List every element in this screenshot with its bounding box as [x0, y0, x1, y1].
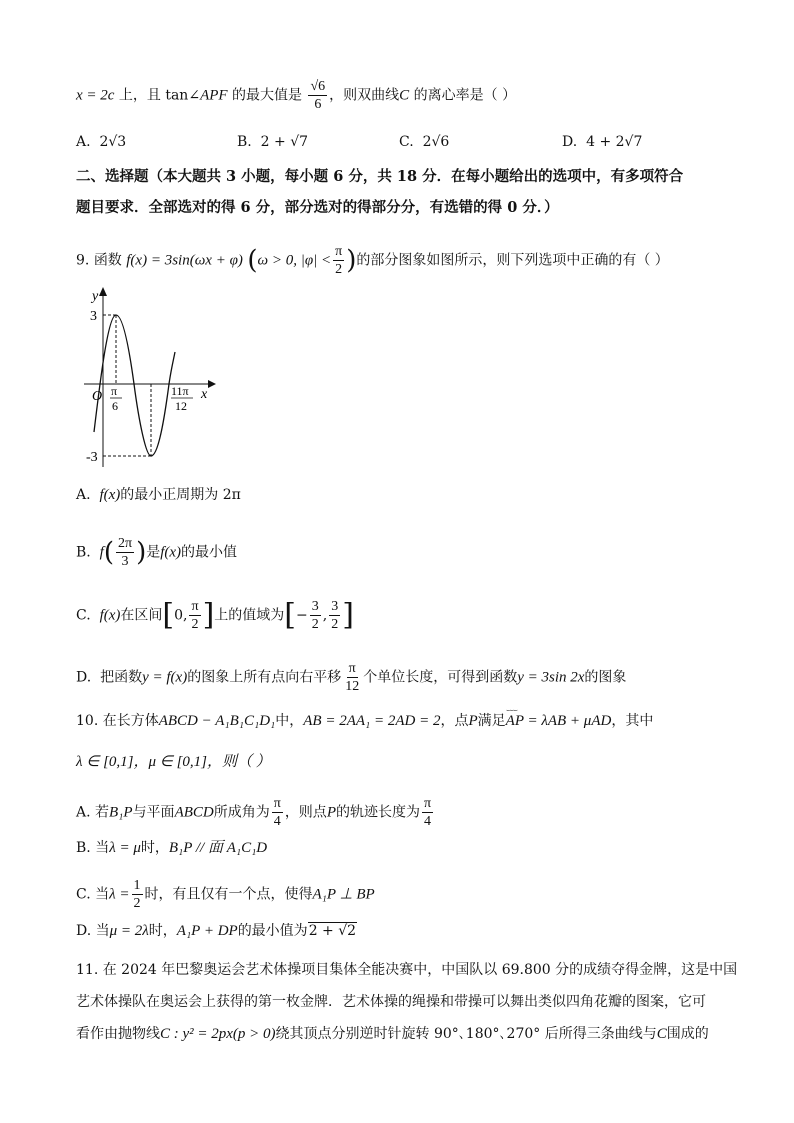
x-axis-arrow-icon	[208, 380, 216, 388]
tick2-den: 12	[175, 399, 187, 413]
section-heading-line1: 二、选择题（本大题共 3 小题，每小题 6 分，共 18 分．在每小题给出的选项中，有多项符合	[76, 168, 684, 185]
y-label: y	[92, 289, 99, 304]
sqrt-expression: 2 + √2	[308, 923, 357, 939]
q9-option-c[interactable]: C. f(x)在区间[0, $\frac{\pi}{2}$ ]上的值域为[− $\frac{3}{2}$ , $\frac{3}{2}$ ]	[76, 597, 354, 633]
q11-line1: 11. 在 2024 年巴黎奥运会艺术体操项目集体全能决赛中，中国队以 69.800 分的成绩夺得金牌，这是中国	[76, 962, 738, 978]
y-axis-arrow-icon	[99, 287, 107, 296]
q9-option-d[interactable]: D. 把函数y = f(x)的图象上所有点向右平移 $\frac{\pi}{12}$ 个单位长度，可得到函数y = 3sin 2x的图象	[76, 661, 627, 694]
option-c[interactable]: C. 2√6	[399, 134, 450, 150]
q10-option-c[interactable]: C. 当λ = $\frac{1}{2}$ 时，有且仅有一个点，使得A₁P ⊥ BP	[76, 878, 375, 911]
y-min-label: -3	[86, 450, 98, 465]
sine-curve	[94, 315, 175, 456]
q9-stem: 9. 函数 f(x) = 3sin(ωx + φ) (ω > 0, |φ| < $\frac{\pi}{2}$ )的部分图象如图所示，则下列选项中正确的有（ ）	[76, 244, 669, 277]
q10-stem-line2: λ ∈ [0,1]，μ ∈ [0,1]，则（ ）	[76, 754, 271, 770]
q8-stem-tail: x = 2c 上，且 tan∠APF 的最大值是 $\frac{√6}{6}$ ，则双曲线C 的离心率是（ ）	[76, 79, 517, 112]
option-b[interactable]: B. 2 + √7	[237, 134, 309, 150]
x-label: x	[201, 387, 208, 402]
q11-line3: 看作由抛物线C : y² = 2px(p > 0)绕其顶点分别逆时针旋转 90°､180°､270° 后所得三条曲线与C围成的	[76, 1026, 709, 1042]
q11-line2: 艺术体操队在奥运会上获得的第一枚金牌．艺术体操的绳操和带操可以舞出类似四角花瓣的图案，它可	[76, 994, 706, 1010]
section-heading-line2: 题目要求．全部选对的得 6 分，部分选对的得部分分，有选错的得 0 分．）	[76, 199, 559, 216]
formula: f(x) = 3sin(ωx + φ)	[126, 252, 243, 269]
q9-option-a[interactable]: A. f(x)的最小正周期为 2π	[76, 487, 241, 503]
q9-option-b[interactable]: B. f( $\frac{2\pi}{3}$ )是f(x)的最小值	[76, 536, 238, 569]
option-d[interactable]: D. 4 + 2√7	[562, 134, 643, 150]
q10-option-a[interactable]: A. 若B₁P与平面ABCD所成角为 $\frac{\pi}{4}$ ，则点P的轨迹长度为 $\frac{\pi}{4}$	[76, 796, 432, 829]
option-a[interactable]: A. 2√3	[76, 134, 127, 150]
tick1-num: π	[111, 384, 118, 398]
fraction: $\frac{√6}{6}$	[310, 79, 326, 112]
q10-option-b[interactable]: B. 当λ = μ时，B₁P // 面 A₁C₁D	[76, 840, 268, 856]
origin-label: O	[92, 389, 103, 404]
tick1-den: 6	[112, 399, 118, 413]
y-max-label: 3	[90, 309, 97, 324]
q10-stem: 10. 在长方体ABCD − A₁B₁C₁D₁中，AB = 2AA₁ = 2AD = 2，点P满足⌣⌣⌣ AP = λAB + μAD，其中	[76, 711, 653, 731]
tick2-num: 11π	[171, 384, 189, 398]
q10-option-d[interactable]: D. 当μ = 2λ时，A₁P + DP的最小值为2 + √2	[76, 923, 357, 939]
vector-equation: ⌣⌣⌣ AP = λAB + μAD	[506, 711, 612, 731]
formula: x = 2c	[76, 87, 115, 104]
sine-graph	[76, 282, 216, 472]
